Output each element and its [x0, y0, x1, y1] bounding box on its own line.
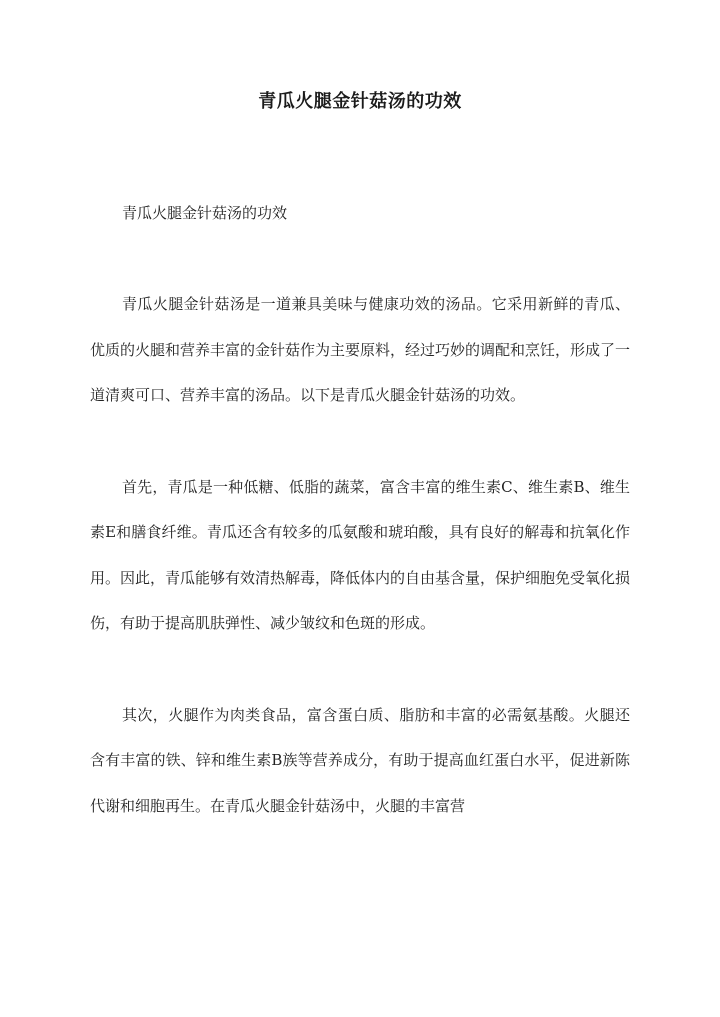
document-title: 青瓜火腿金针菇汤的功效 [258, 91, 462, 112]
paragraph-cucumber: 首先，青瓜是一种低糖、低脂的蔬菜，富含丰富的维生素C、维生素B、维生素E和膳食纤维。青瓜还含有较多的瓜氨酸和琥珀酸，具有良好的解毒和抗氧化作用。因此，青瓜能够有效清热解毒，降低体内的自由基含量，保护细胞免受氧化损伤，有助于提高肌肤弹性、减少皱纹和色斑的形成。 [90, 477, 631, 632]
paragraph-intro: 青瓜火腿金针菇汤是一道兼具美味与健康功效的汤品。它采用新鲜的青瓜、优质的火腿和营养丰富的金针菇作为主要原料，经过巧妙的调配和烹饪，形成了一道清爽可口、营养丰富的汤品。以下是青瓜火腿金针菇汤的功效。 [90, 295, 631, 404]
section-heading: 青瓜火腿金针菇汤的功效 [122, 204, 288, 222]
paragraph-ham: 其次，火腿作为肉类食品，富含蛋白质、脂肪和丰富的必需氨基酸。火腿还含有丰富的铁、锌和维生素B族等营养成分，有助于提高血红蛋白水平，促进新陈代谢和细胞再生。在青瓜火腿金针菇汤中，火腿的丰富营 [90, 705, 630, 815]
